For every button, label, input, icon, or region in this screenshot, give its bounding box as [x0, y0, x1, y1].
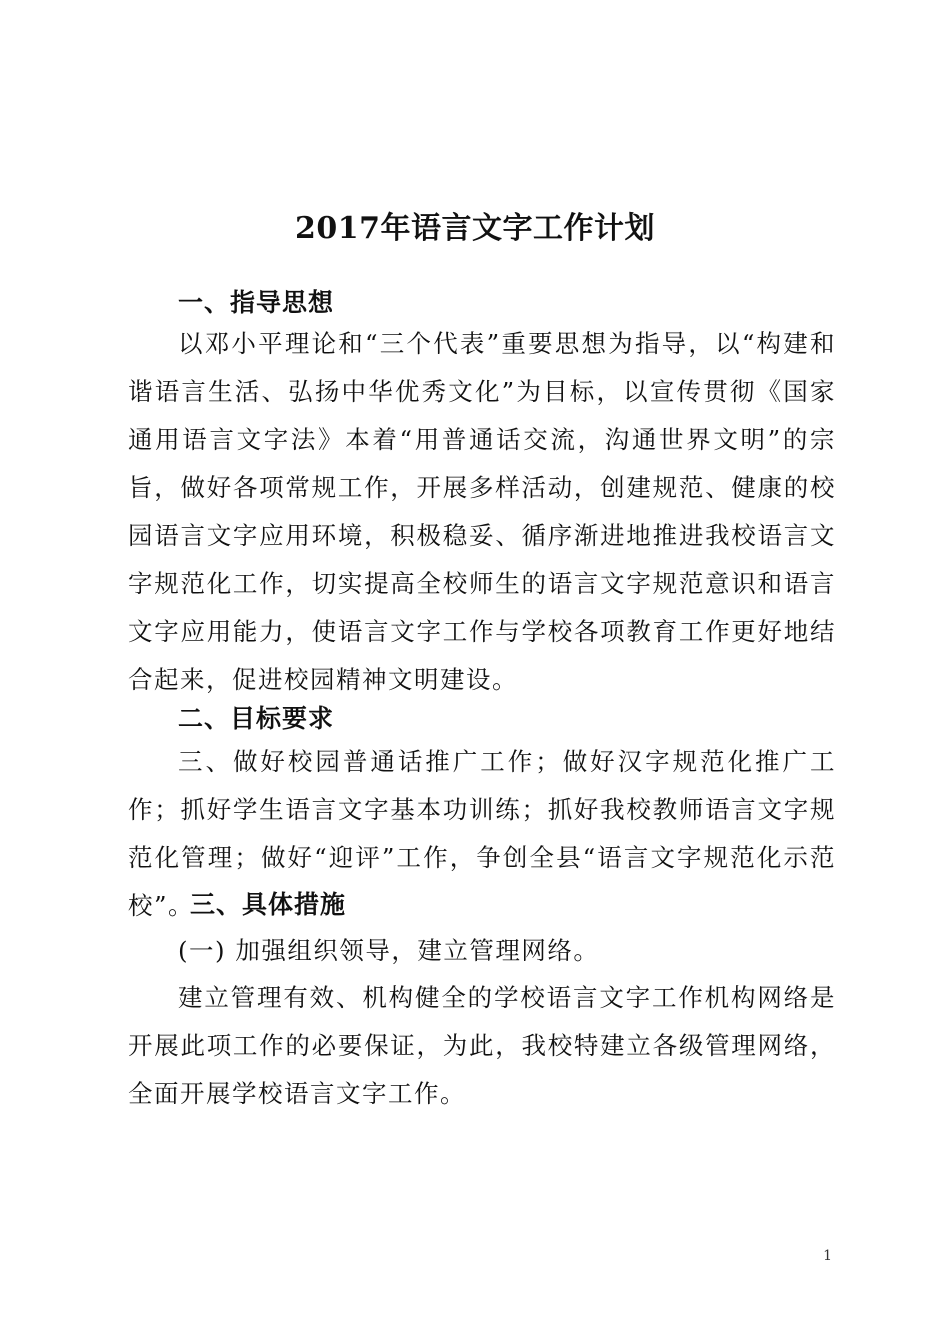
- section-paragraph-guiding-ideology: 以邓小平理论和“三个代表”重要思想为指导，以“构建和谐语言生活、弘扬中华优秀文化”为目标，以宣传贯彻《国家通用语言文字法》本着“用普通话交流，沟通世界文明”的宗旨，做好各项常规工作，开展多样活动，创建规范、健康的校园语言文字应用环境，积极稳妥、循序渐进地推进我校语言文字规范化工作，切实提高全校师生的语言文字规范意识和语言文字应用能力，使语言文字工作与学校各项教育工作更好地结合起来，促进校园精神文明建设。: [128, 329, 836, 694]
- section-heading-measures: 三、具体措施: [190, 890, 347, 919]
- document-title: 2017年语言文字工作计划: [295, 211, 655, 246]
- section-paragraph-objectives: 三、做好校园普通话推广工作；做好汉字规范化推广工作；抓好学生语言文字基本功训练；抓好我校教师语言文字规范化管理；做好“迎评”工作，争创全县“语言文字规范化示范校”。: [128, 747, 836, 920]
- section-heading-objectives: 二、目标要求: [178, 704, 335, 733]
- section-paragraph-measures: 建立管理有效、机构健全的学校语言文字工作机构网络是开展此项工作的必要保证，为此，我校特建立各级管理网络，全面开展学校语言文字工作。: [128, 983, 836, 1108]
- page-number: 1: [823, 1248, 832, 1264]
- section-subitem-organization: (一) 加强组织领导，建立管理网络。: [178, 936, 600, 965]
- section-heading-guiding-ideology: 一、指导思想: [178, 288, 335, 317]
